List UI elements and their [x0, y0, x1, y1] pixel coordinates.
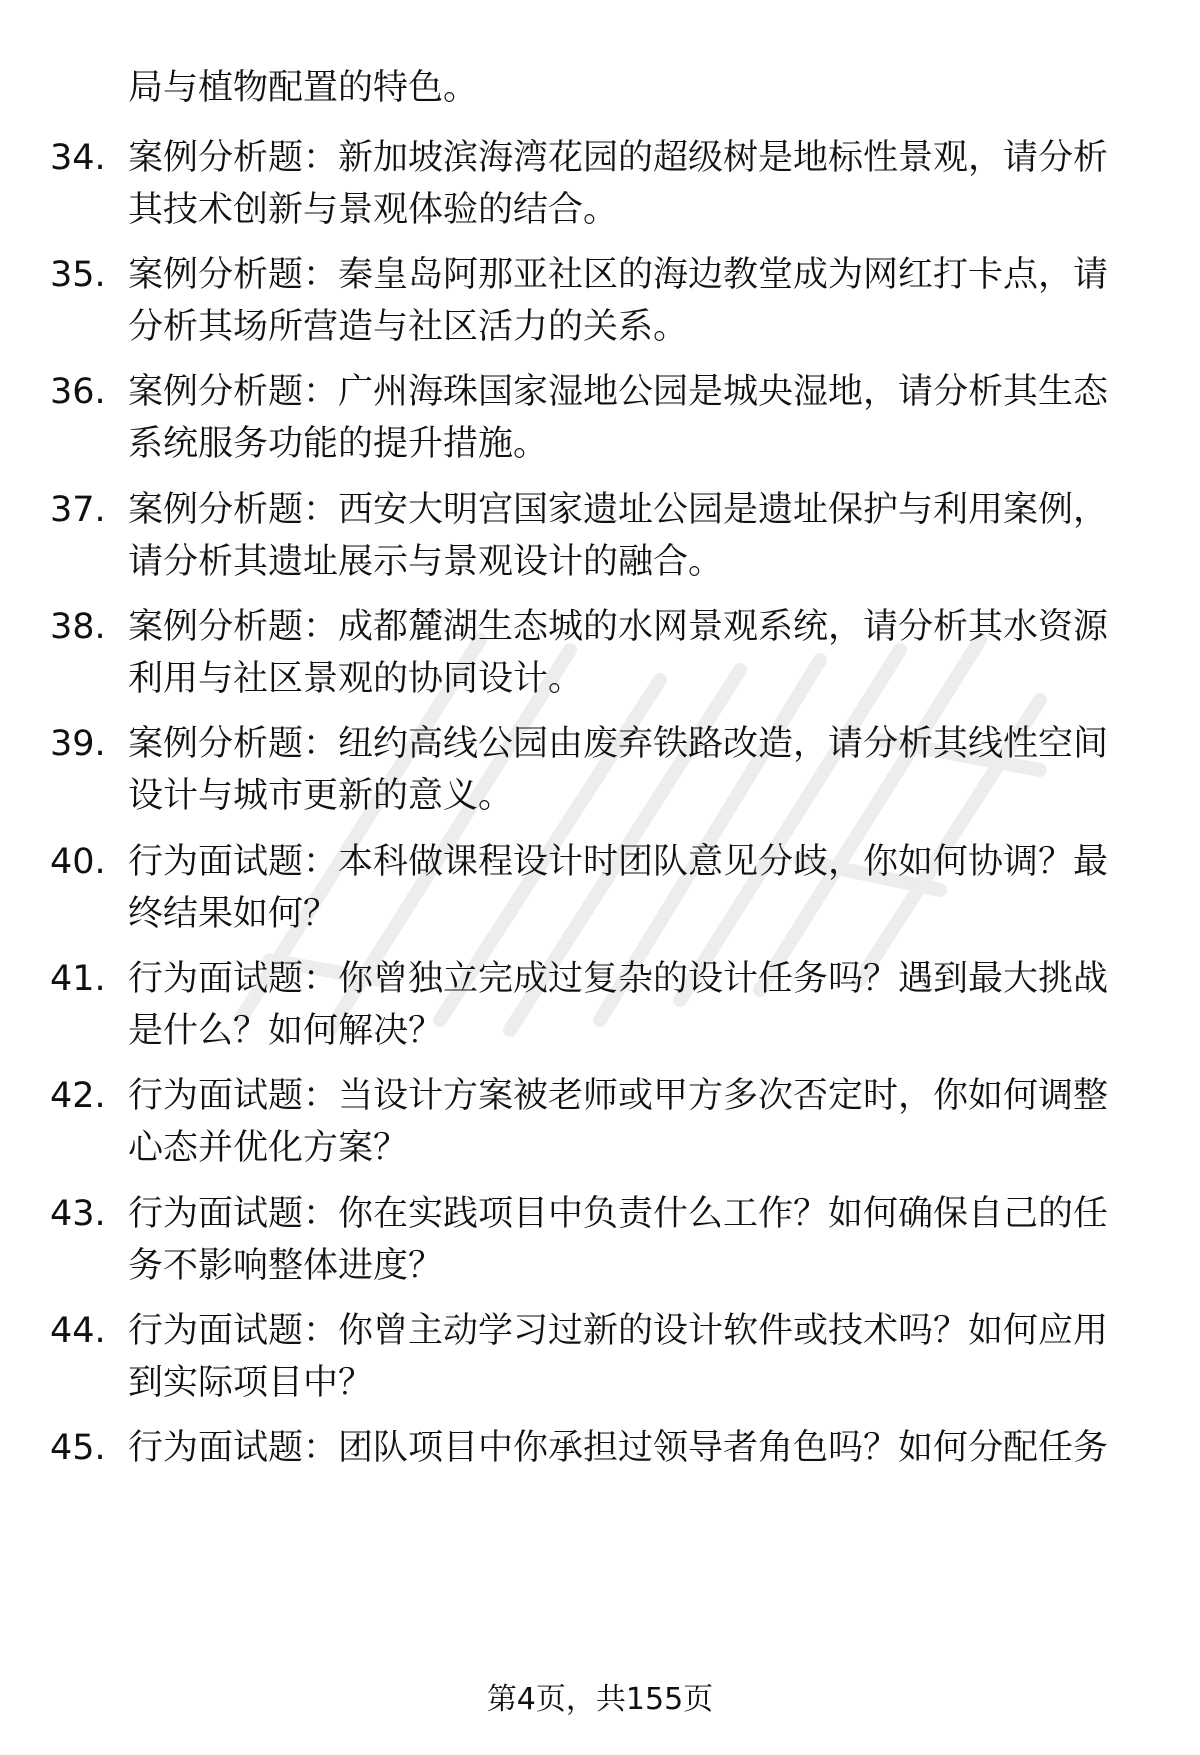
- question-number: 43.: [50, 1194, 106, 1234]
- question-text: 行为面试题：团队项目中你承担过领导者角色吗？如何分配任务: [128, 1428, 1109, 1468]
- question-text: 案例分析题：秦皇岛阿那亚社区的海边教堂成为网红打卡点，请 分析其场所营造与社区活力的关系。: [128, 255, 1109, 347]
- question-number: 40.: [50, 842, 106, 882]
- question-number: 38.: [50, 607, 106, 647]
- question-text: 行为面试题：当设计方案被老师或甲方多次否定时，你如何调整 心态并优化方案？: [128, 1076, 1109, 1168]
- question-text: 行为面试题：你曾独立完成过复杂的设计任务吗？遇到最大挑战 是什么？如何解决？: [128, 959, 1109, 1051]
- question-text: 案例分析题：广州海珠国家湿地公园是城央湿地，请分析其生态 系统服务功能的提升措施。: [128, 372, 1109, 464]
- question-text: 案例分析题：成都麓湖生态城的水网景观系统，请分析其水资源 利用与社区景观的协同设计。: [128, 607, 1109, 699]
- question-text: 案例分析题：新加坡滨海湾花园的超级树是地标性景观，请分析 其技术创新与景观体验的结合。: [128, 138, 1109, 230]
- question-number: 37.: [50, 490, 106, 530]
- question-text: 行为面试题：你在实践项目中负责什么工作？如何确保自己的任 务不影响整体进度？: [128, 1194, 1109, 1286]
- question-text: 案例分析题：西安大明宫国家遗址公园是遗址保护与利用案例， 请分析其遗址展示与景观设计的融合。: [128, 490, 1109, 582]
- question-number: 41.: [50, 959, 106, 999]
- question-number: 44.: [50, 1311, 106, 1351]
- continuation-text: 局与植物配置的特色。: [128, 68, 479, 108]
- question-number: 36.: [50, 372, 106, 412]
- question-text: 行为面试题：你曾主动学习过新的设计软件或技术吗？如何应用 到实际项目中？: [128, 1311, 1109, 1403]
- question-number: 45.: [50, 1428, 106, 1468]
- question-text: 行为面试题：本科做课程设计时团队意见分歧，你如何协调？最 终结果如何？: [128, 842, 1109, 934]
- question-number: 35.: [50, 255, 106, 295]
- page-footer: 第4页，共155页: [486, 1682, 714, 1717]
- question-text: 案例分析题：纽约高线公园由废弃铁路改造，请分析其线性空间 设计与城市更新的意义。: [128, 724, 1109, 816]
- question-number: 34.: [50, 138, 106, 178]
- question-number: 39.: [50, 724, 106, 764]
- question-number: 42.: [50, 1076, 106, 1116]
